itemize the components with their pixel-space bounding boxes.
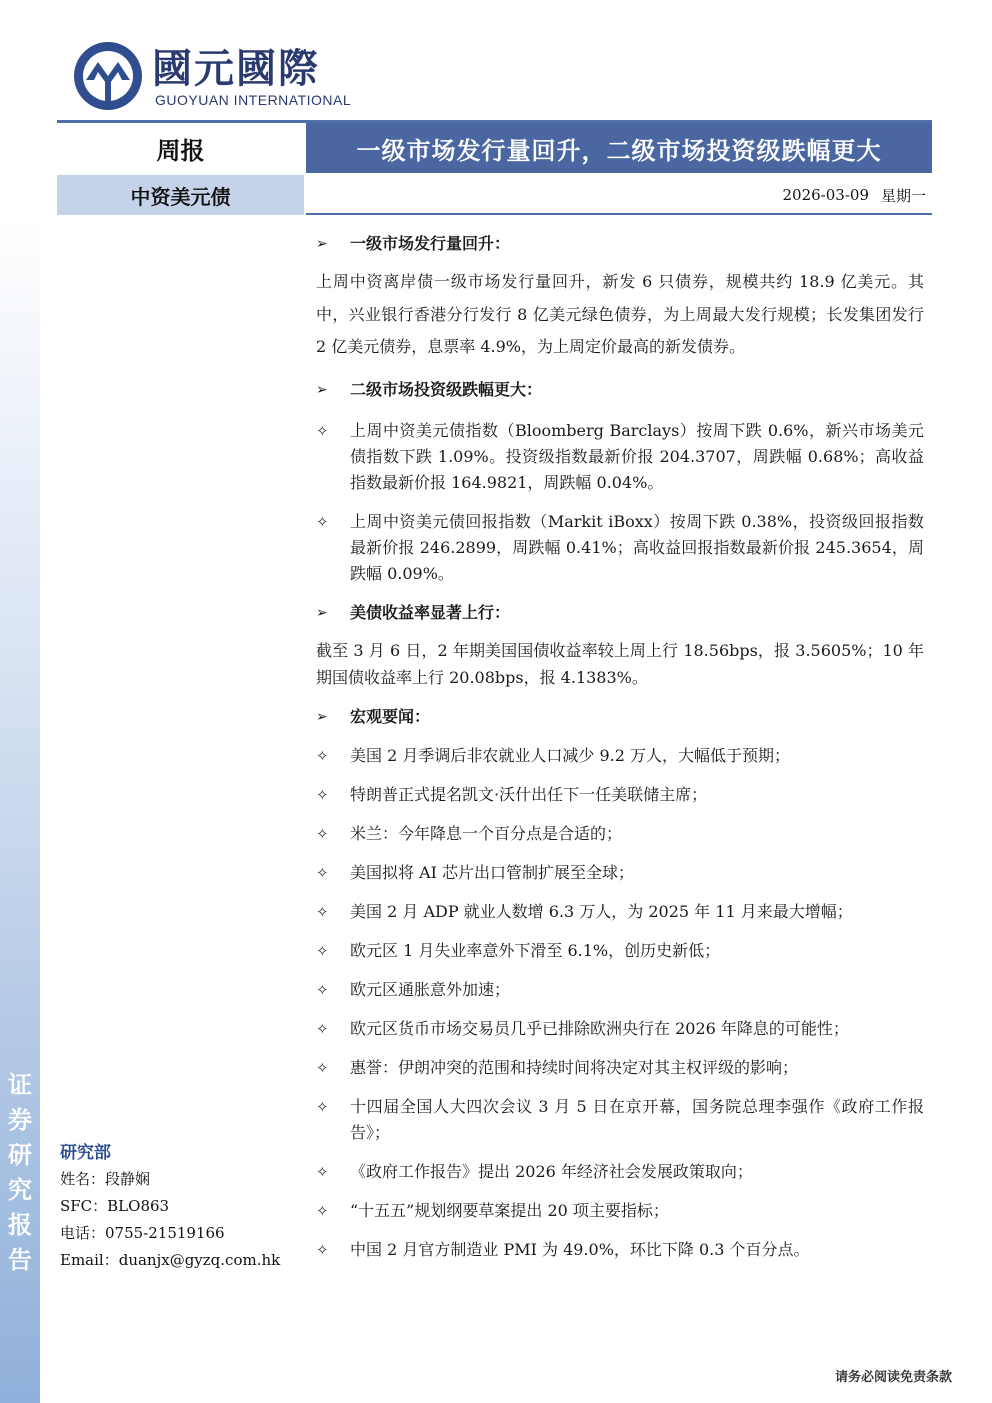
diamond-star-icon: ✧ <box>316 1240 329 1259</box>
diamond-star-icon: ✧ <box>316 1058 329 1077</box>
diamond-star-icon: ✧ <box>316 1201 329 1220</box>
list-item: ✧ 美国 2 月季调后非农就业人口减少 9.2 万人，大幅低于预期； <box>316 743 924 769</box>
list-item: ✧ 《政府工作报告》提出 2026 年经济社会发展政策取向； <box>316 1159 924 1185</box>
macro-news-list <box>316 743 924 1263</box>
logo-chinese-name: 國元國際 <box>152 46 320 92</box>
arrowhead-icon: ➢ <box>316 708 328 725</box>
list-item: ✧ 特朗普正式提名凯文·沃什出任下一任美联储主席； <box>316 782 924 808</box>
diamond-star-icon: ✧ <box>316 1162 329 1181</box>
diamond-star-icon: ✧ <box>316 902 329 921</box>
diamond-star-icon: ✧ <box>316 1097 329 1116</box>
list-item: ✧ 上周中资美元债指数（Bloomberg Barclays）按周下跌 0.6%，新兴市场美元债指数下跌 1.09%。投资级指数最新价报 204.3707，周跌幅 0.68%；高收益指数最新价报 164.9821，周跌幅 0.04%。 <box>316 418 924 496</box>
analyst-name: 姓名：段静娴 <box>60 1170 151 1188</box>
list-item: ✧ 米兰：今年降息一个百分点是合适的； <box>316 821 924 847</box>
analyst-email[interactable]: Email：duanjx@gyzq.com.hk <box>60 1251 281 1269</box>
disclaimer-link[interactable]: 请务必阅读免责条款 <box>834 1370 952 1385</box>
section-heading: ➢ 一级市场发行量回升： <box>316 230 924 258</box>
diamond-star-icon: ✧ <box>316 824 329 843</box>
diamond-star-icon: ✧ <box>316 941 329 960</box>
diamond-star-icon: ✧ <box>316 1019 329 1038</box>
vertical-report-label: 证券研究报告 <box>8 1071 32 1274</box>
section-paragraph: 上周中资离岸债一级市场发行量回升，新发 6 只债券，规模共约 18.9 亿美元。其中，兴业银行香港分行发行 8 亿美元绿色债券，为上周最大发行规模；长发集团发行 2 亿美元债券，息票率 4.9%，为上周定价最高的新发债券。 <box>316 272 924 356</box>
list-item: ✧ 欧元区 1 月失业率意外下滑至 6.1%，创历史新低； <box>316 938 924 964</box>
list-item: ✧ 欧元区通胀意外加速； <box>316 977 924 1003</box>
department-label: 研究部 <box>60 1143 111 1163</box>
diamond-star-icon: ✧ <box>316 512 329 531</box>
header-bottom-rule <box>306 213 932 215</box>
report-body <box>316 230 924 1263</box>
list-item: ✧ 美国 2 月 ADP 就业人数增 6.3 万人，为 2025 年 11 月来最大增幅； <box>316 899 924 925</box>
list-item: ✧ “十五五”规划纲要草案提出 20 项主要指标； <box>316 1198 924 1224</box>
list-item: ✧ 惠誉：伊朗冲突的范围和持续时间将决定对其主权评级的影响； <box>316 1055 924 1081</box>
section-heading: ➢ 美债收益率显著上行： <box>316 599 924 627</box>
report-weekday: 星期一 <box>880 186 926 205</box>
diamond-star-icon: ✧ <box>316 980 329 999</box>
section-paragraph: 截至 3 月 6 日，2 年期美国国债收益率较上周上行 18.56bps，报 3.5605%；10 年期国债收益率上行 20.08bps，报 4.1383%。 <box>316 640 924 687</box>
report-date-line <box>306 175 926 215</box>
list-item: ✧ 欧元区货币市场交易员几乎已排除欧洲央行在 2026 年降息的可能性； <box>316 1016 924 1042</box>
diamond-star-icon: ✧ <box>316 421 329 440</box>
section-heading: ➢ 二级市场投资级跌幅更大： <box>316 376 924 404</box>
report-date: 2026-03-09 <box>782 186 869 204</box>
section-heading: ➢ 宏观要闻： <box>316 703 924 731</box>
list-item: ✧ 上周中资美元债回报指数（Markit iBoxx）按周下跌 0.38%，投资级回报指数最新价报 246.2899，周跌幅 0.41%；高收益回报指数最新价报 245.3654，周跌幅 0.09%。 <box>316 509 924 587</box>
report-category-label: 中资美元债 <box>57 175 304 215</box>
report-title: 一级市场发行量回升，二级市场投资级跌幅更大 <box>306 123 932 173</box>
list-item: ✧ 十四届全国人大四次会议 3 月 5 日在京开幕，国务院总理李强作《政府工作报告》； <box>316 1094 924 1146</box>
list-item: ✧ 中国 2 月官方制造业 PMI 为 49.0%，环比下降 0.3 个百分点。 <box>316 1237 924 1263</box>
diamond-star-icon: ✧ <box>316 785 329 804</box>
logo-english-name: GUOYUAN INTERNATIONAL <box>155 92 352 108</box>
arrowhead-icon: ➢ <box>316 236 328 252</box>
guoyuan-logo-icon <box>72 40 144 112</box>
list-item: ✧ 美国拟将 AI 芯片出口管制扩展至全球； <box>316 860 924 886</box>
diamond-star-icon: ✧ <box>316 863 329 882</box>
arrowhead-icon: ➢ <box>316 604 328 621</box>
analyst-sfc: SFC：BLO863 <box>60 1197 170 1215</box>
analyst-phone: 电话：0755-21519166 <box>60 1224 225 1242</box>
diamond-star-icon: ✧ <box>316 746 329 765</box>
arrowhead-icon: ➢ <box>316 381 328 398</box>
report-type-label: 周报 <box>57 123 304 173</box>
